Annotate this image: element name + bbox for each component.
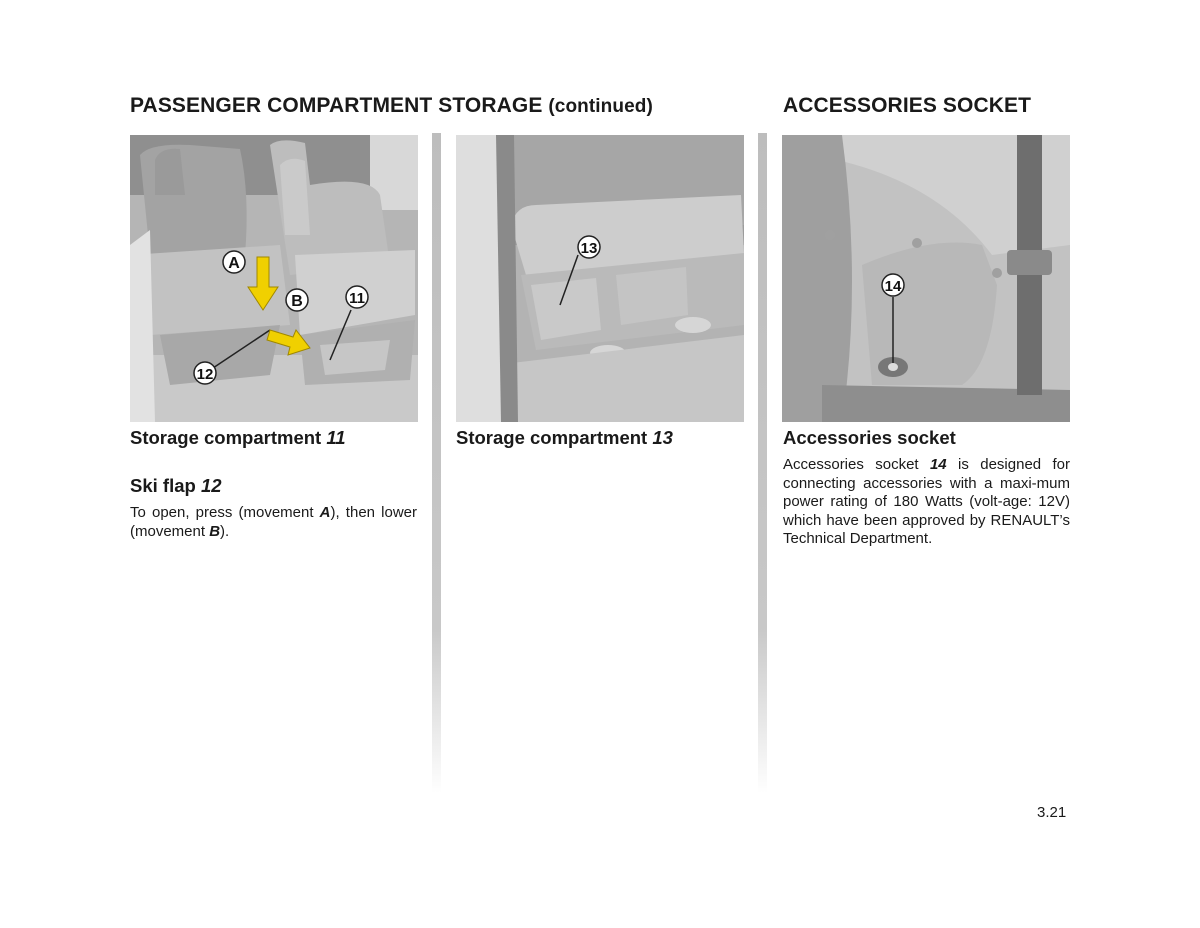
callout-11: [346, 286, 368, 308]
callout-b: [286, 289, 308, 311]
svg-text:A: A: [228, 255, 240, 272]
svg-text:B: B: [291, 293, 303, 310]
socket-number-ref: 14: [929, 456, 947, 473]
caption-number: 12: [200, 475, 222, 496]
page-number: 3.21: [1037, 804, 1067, 821]
figure-accessories-socket: [782, 135, 1070, 422]
text-run: Accessories socket: [783, 456, 930, 473]
callout-14: [882, 274, 904, 296]
caption-ski-flap: [130, 475, 222, 497]
movement-a-ref: A: [319, 504, 331, 521]
svg-text:13: 13: [580, 240, 598, 257]
callout-a: [223, 251, 245, 273]
section-heading-accessories: ACCESSORIES SOCKET: [783, 94, 1032, 117]
text-run: To open, press (movement: [130, 504, 320, 521]
accessories-description: [783, 456, 1070, 549]
caption-accessories-socket: Accessories socket: [783, 427, 956, 448]
ski-flap-instructions: [130, 504, 417, 541]
caption-storage-11: [130, 427, 346, 449]
svg-text:12: 12: [196, 366, 214, 383]
figure-seats-storage: [130, 135, 418, 422]
caption-text: Ski flap: [130, 475, 201, 496]
text-run: is designed for connecting accessories with a maxi-mum power rating of 180 Watts (volt-age: 12V) which have been approved by RENAULT’s Technical Department.: [783, 456, 1071, 547]
svg-text:11: 11: [349, 290, 365, 307]
caption-text: Storage compartment: [456, 427, 653, 448]
caption-number: 11: [326, 427, 346, 448]
section-heading-storage: [130, 94, 653, 118]
heading-main: PASSENGER COMPARTMENT STORAGE: [130, 94, 543, 117]
text-run: ).: [220, 522, 230, 540]
caption-text: Storage compartment: [130, 427, 327, 448]
caption-storage-13: [456, 427, 673, 449]
caption-number: 13: [652, 427, 673, 448]
callout-12: [194, 362, 216, 384]
text-run: ), then lower (movement: [130, 504, 417, 540]
column-divider-1: [432, 133, 441, 793]
callout-13: [578, 236, 600, 258]
figure-under-seat-storage: [456, 135, 744, 422]
column-divider-2: [758, 133, 767, 793]
heading-suffix: (continued): [548, 96, 653, 117]
svg-text:14: 14: [884, 278, 902, 295]
movement-b-ref: B: [209, 522, 221, 540]
